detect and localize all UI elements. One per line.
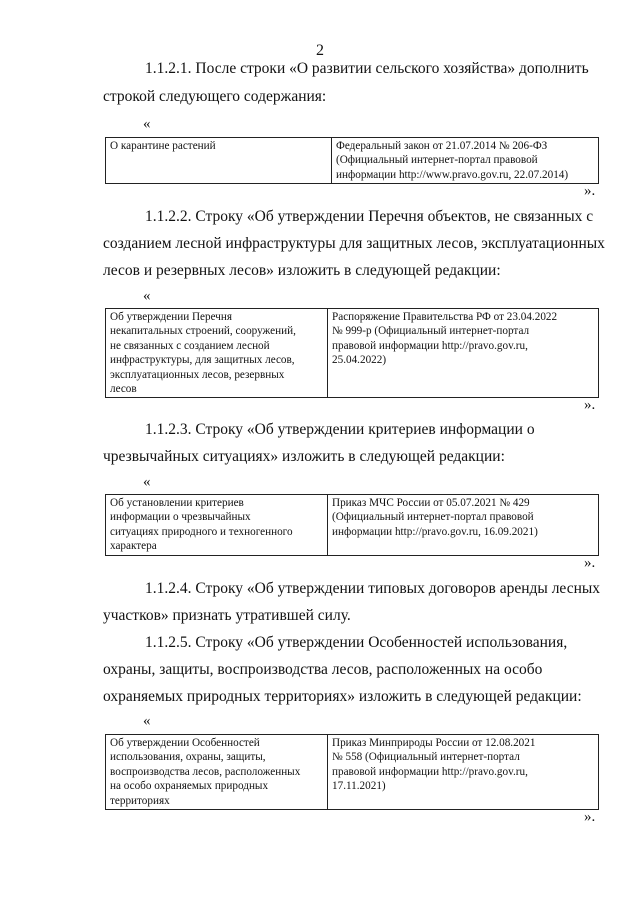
quote-open-4: «	[143, 713, 151, 729]
row-doc-cell	[332, 138, 599, 184]
row-name-line: характера	[110, 540, 157, 553]
row-name-line: ситуациях природного и техногенного	[110, 525, 293, 538]
para-4-line-2: участков» признать утратившей силу.	[103, 607, 351, 624]
para-2-line-2: созданием лесной инфраструктуры для защитных лесов, эксплуатационных	[103, 235, 605, 252]
quote-close-3: ».	[584, 555, 596, 571]
quote-close-1: ».	[584, 183, 596, 199]
row-name-line: на особо охраняемых природных	[110, 780, 269, 793]
row-doc-cell	[328, 495, 599, 556]
para-5-line-2: охраны, защиты, воспроизводства лесов, расположенных на особо	[103, 661, 543, 678]
para-5-line-1: 1.1.2.5. Строку «Об утверждении Особенностей использования,	[145, 634, 568, 651]
quote-open-3: «	[143, 474, 151, 490]
page-number: 2	[316, 42, 324, 59]
row-doc-line: (Официальный интернет-портал правовой	[332, 511, 534, 524]
para-4-line-1: 1.1.2.4. Строку «Об утверждении типовых договоров аренды лесных	[145, 580, 601, 597]
quote-close-4: ».	[584, 809, 596, 825]
para-2-line-3: лесов и резервных лесов» изложить в следующей редакции:	[103, 262, 501, 279]
row-doc-line: правовой информации http://pravo.gov.ru,	[332, 765, 528, 778]
quote-close-2: ».	[584, 397, 596, 413]
row-name-line: Об установлении критериев	[110, 497, 244, 509]
table-protected-areas	[105, 734, 599, 810]
para-5-line-3: охраняемых природных территориях» изложить в следующей редакции:	[103, 688, 582, 705]
row-doc-line: Приказ Минприроды России от 12.08.2021	[332, 737, 536, 749]
row-name-line: инфраструктуры, для защитных лесов,	[110, 354, 295, 367]
row-doc-line: 25.04.2022)	[332, 354, 387, 367]
row-doc-line: 17.11.2021)	[332, 780, 386, 793]
row-name-line: не связанных с созданием лесной	[110, 339, 270, 352]
row-doc-line: № 999-р (Официальный интернет-портал	[332, 325, 530, 338]
row-name-line: Об утверждении Перечня	[110, 311, 233, 323]
table-emergency-criteria	[105, 494, 599, 556]
row-doc-line: (Официальный интернет-портал правовой	[336, 154, 538, 167]
row-name-line: информации о чрезвычайных	[110, 511, 251, 524]
para-3-line-2: чрезвычайных ситуациях» изложить в следующей редакции:	[103, 448, 505, 465]
row-doc-cell	[328, 309, 599, 398]
row-doc-line: № 558 (Официальный интернет-портал	[332, 751, 520, 764]
row-name-line: некапитальных строений, сооружений,	[110, 325, 296, 338]
row-name-cell	[106, 735, 328, 810]
row-name-line: эксплуатационных лесов, резервных	[110, 368, 285, 381]
row-doc-line: информации http://www.pravo.gov.ru, 22.07.2014)	[336, 168, 569, 181]
table-nonfixed-buildings	[105, 308, 599, 398]
para-3-line-1: 1.1.2.3. Строку «Об утверждении критериев информации о	[145, 421, 535, 438]
row-name-line: территориях	[110, 794, 170, 807]
row-doc-line: правовой информации http://pravo.gov.ru,	[332, 339, 528, 352]
row-name-line: воспроизводства лесов, расположенных	[110, 765, 301, 778]
row-name-line: использования, охраны, защиты,	[110, 751, 266, 764]
row-name: О карантине растений	[110, 140, 216, 152]
row-doc-line: Распоряжение Правительства РФ от 23.04.2022	[332, 311, 558, 323]
row-doc-line: Приказ МЧС России от 05.07.2021 № 429	[332, 497, 530, 509]
row-name-line: Об утверждении Особенностей	[110, 737, 260, 749]
table-quarantine	[105, 137, 599, 184]
quote-open-2: «	[143, 288, 151, 304]
quote-open-1: «	[143, 116, 151, 132]
row-doc-line: Федеральный закон от 21.07.2014 № 206-ФЗ	[336, 140, 548, 152]
row-name-line: лесов	[110, 383, 137, 396]
para-2-line-1: 1.1.2.2. Строку «Об утверждении Перечня объектов, не связанных с	[145, 208, 594, 225]
row-doc-line: информации http://pravo.gov.ru, 16.09.2021)	[332, 525, 538, 538]
row-doc-cell	[328, 735, 599, 810]
para-1-line-2: строкой следующего содержания:	[103, 88, 327, 105]
row-name-cell	[106, 309, 328, 398]
para-1-line-1: 1.1.2.1. После строки «О развитии сельского хозяйства» дополнить	[145, 60, 589, 77]
row-name-cell	[106, 495, 328, 556]
row-name-cell	[106, 138, 332, 184]
